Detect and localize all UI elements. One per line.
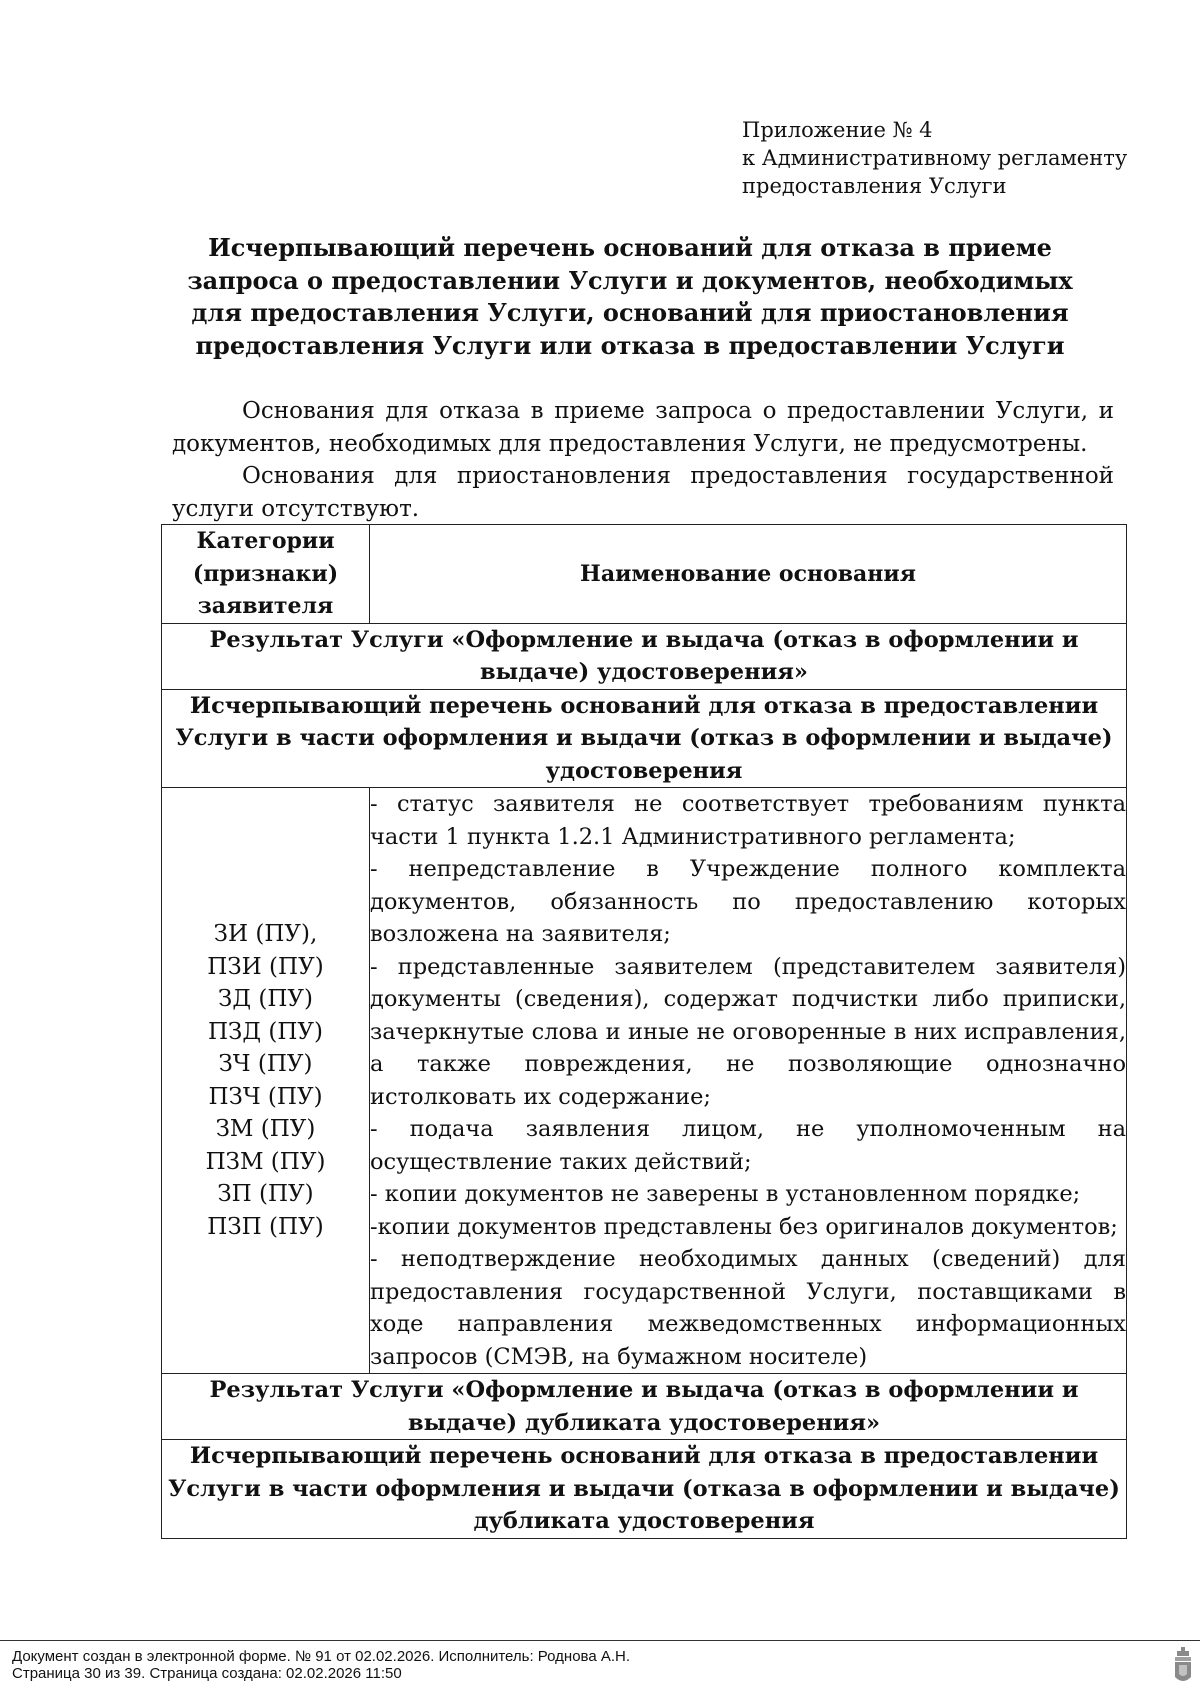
intro-paragraph-2: Основания для приостановления предоставления государственной услуги отсутствуют. [172, 463, 1114, 522]
category-item: ПЗМ (ПУ) [205, 1148, 326, 1175]
table-header-row [162, 525, 1127, 624]
list-heading-1: Исчерпывающий перечень оснований для отказа в предоставлении Услуги в части оформления и выдачи (отказ в оформлении и выдаче) удостоверения [162, 689, 1127, 788]
table-row [162, 1440, 1127, 1539]
result-heading-2: Результат Услуги «Оформление и выдача (отказ в оформлении и выдаче) дубликата удостоверения» [162, 1374, 1127, 1440]
footer-page-info: Страница 30 из 39. Страница создана: 02.02.2026 11:50 [12, 1665, 402, 1682]
reason-item: - непредставление в Учреждение полного комплекта документов, обязанность по предоставлению которых возложена на заявителя; [370, 856, 1126, 947]
appendix-subject: предоставления Услуги [742, 174, 1007, 198]
footer-text [12, 1648, 630, 1682]
category-item: ЗИ (ПУ), [213, 921, 318, 947]
category-item: ПЗЧ (ПУ) [208, 1083, 323, 1110]
category-item: ЗП (ПУ) [217, 1181, 314, 1207]
table-row [162, 1374, 1127, 1440]
footer-document-info: Документ создан в электронной форме. № 91 от 02.02.2026. Исполнитель: Роднова А.Н. [12, 1648, 631, 1665]
header-name: Наименование основания [370, 525, 1127, 624]
reason-item: -копии документов представлены без оригиналов документов; [370, 1213, 1118, 1240]
refusal-reasons [370, 788, 1127, 1374]
reason-item: - представленные заявителем (представителем заявителя) документы (сведения), содержат подчистки либо приписки, зачеркнутые слова и иные не оговоренные в них исправления, а также повреждения, не позволяющие однозначно истолковать их содержание; [370, 953, 1126, 1110]
reason-item: - подача заявления лицом, не уполномоченным на осуществление таких действий; [370, 1116, 1126, 1175]
reason-item: - статус заявителя не соответствует требованиям пункта части 1 пункта 1.2.1 Административного регламента; [370, 791, 1126, 850]
table-row [162, 623, 1127, 689]
category-item: ПЗП (ПУ) [207, 1213, 324, 1240]
header-category: Категории (признаки) заявителя [162, 525, 370, 624]
category-item: ПЗД (ПУ) [207, 1018, 324, 1045]
category-item: ЗД (ПУ) [218, 986, 313, 1012]
table-row [162, 788, 1127, 1374]
category-item: ЗМ (ПУ) [215, 1116, 316, 1142]
result-heading-1: Результат Услуги «Оформление и выдача (отказ в оформлении и выдаче) удостоверения» [162, 623, 1127, 689]
table-row [162, 689, 1127, 788]
intro-paragraph-1: Основания для отказа в приеме запроса о предоставлении Услуги, и документов, необходимых для предоставления Услуги, не предусмотрены. [172, 398, 1114, 457]
reason-item: - копии документов не заверены в установленном порядке; [370, 1181, 1081, 1207]
document-title: Исчерпывающий перечень оснований для отказа в приеме запроса о предоставлении Услуги и документов, необходимых для предоставления Услуги, оснований для приостановления предоставления Услуги или отказа в предоставлении Услуги [187, 233, 1073, 360]
reason-item: - неподтверждение необходимых данных (сведений) для предоставления государственной Услуги, поставщиками в ходе направления межведомственных информационных запросов (СМЭВ, на бумажном носителе) [370, 1246, 1126, 1370]
grounds-table [161, 524, 1127, 1539]
coat-of-arms-icon [1172, 1647, 1194, 1687]
page-footer [0, 1640, 1200, 1699]
appendix-number: Приложение № 4 [742, 118, 933, 142]
intro-text [172, 395, 1114, 525]
category-item: ЗЧ (ПУ) [218, 1051, 313, 1077]
appendix-note [742, 116, 1142, 200]
appendix-reference: к Административному регламенту [742, 146, 1128, 170]
list-heading-2: Исчерпывающий перечень оснований для отказа в предоставлении Услуги в части оформления и выдачи (отказа в оформлении и выдаче) дубликата удостоверения [162, 1440, 1127, 1539]
category-item: ПЗИ (ПУ) [207, 953, 324, 980]
applicant-categories [162, 788, 370, 1374]
